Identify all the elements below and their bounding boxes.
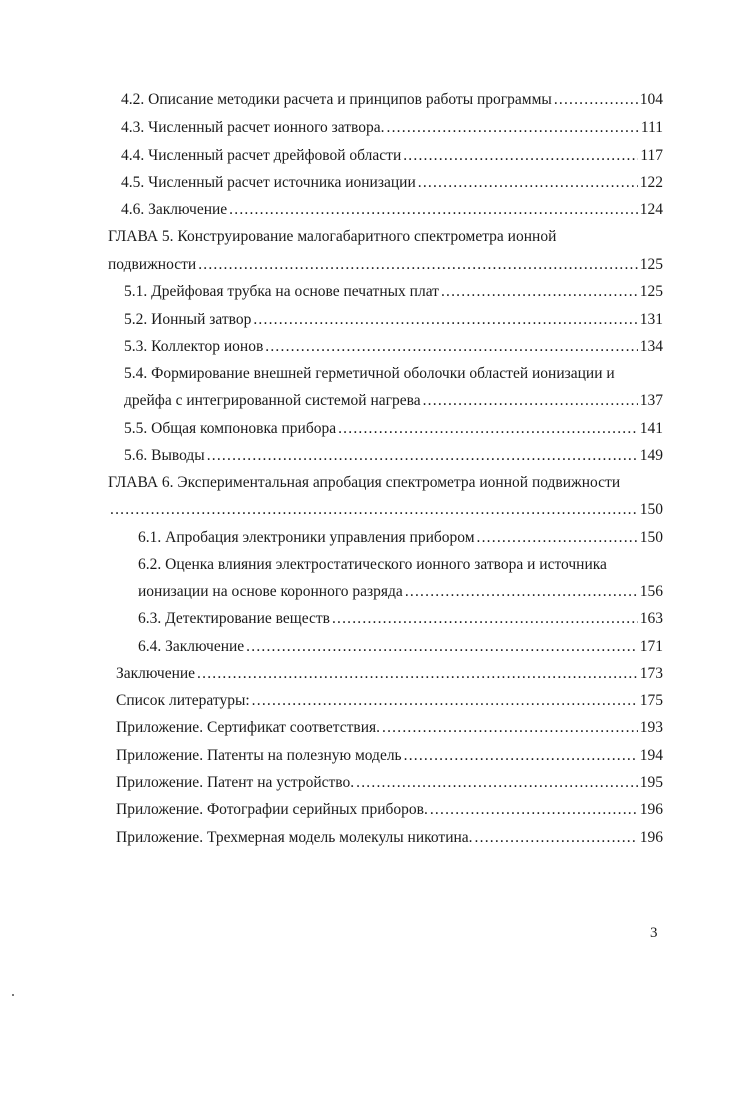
toc-entry-5-4-title (124, 364, 669, 384)
toc-page-number: 141 (639, 420, 663, 437)
toc-page-number: 196 (639, 801, 663, 818)
dot-leader (477, 528, 638, 548)
dot-leader (207, 446, 638, 466)
toc-entry-5-1 (124, 282, 663, 302)
toc-page-number: 195 (639, 774, 663, 791)
dot-leader (475, 828, 638, 848)
toc-entry-references (116, 691, 663, 711)
toc-page-number: 156 (639, 583, 663, 600)
toc-entry-4-6 (121, 200, 663, 220)
dot-leader (229, 200, 638, 220)
toc-entry-4-4 (121, 146, 663, 166)
toc-entry-title: Список литературы: (116, 692, 250, 709)
toc-page-number: 104 (639, 91, 663, 108)
toc-page-number: 196 (639, 829, 663, 846)
toc-page-number: 125 (639, 256, 663, 273)
dot-leader (197, 664, 638, 684)
toc-entry-title: Заключение (116, 665, 196, 682)
toc-entry-title: 6.1. Апробация электроники управления прибором (138, 529, 475, 546)
toc-entry-6-4 (138, 637, 663, 657)
dot-leader (252, 691, 638, 711)
toc-entry-5-5 (124, 419, 663, 439)
toc-chapter-title: ГЛАВА 6. Экспериментальная апробация спектрометра ионной подвижности (108, 474, 621, 491)
toc-entry-appendix-patent-device (116, 773, 663, 793)
dot-leader (387, 118, 639, 138)
toc-entry-chapter-5-title (108, 227, 668, 247)
toc-entry-conclusion (116, 664, 663, 684)
toc-entry-title: 6.4. Заключение (138, 638, 245, 655)
toc-page-number: 131 (639, 311, 663, 328)
toc-entry-appendix-photos (116, 800, 663, 820)
scan-speck (12, 994, 14, 996)
toc-entry-appendix-certificate (116, 718, 663, 738)
toc-page-number: 117 (640, 147, 663, 164)
toc-entry-5-2 (124, 310, 663, 330)
toc-entry-title: Приложение. Фотографии серийных приборов. (116, 801, 428, 818)
toc-entry-chapter-6-title (108, 473, 688, 493)
toc-chapter-title: ГЛАВА 5. Конструирование малогабаритного спектрометра ионной (108, 228, 557, 245)
toc-entry-title: 5.6. Выводы (124, 447, 205, 464)
toc-page-number: 149 (639, 447, 663, 464)
dot-leader (430, 800, 638, 820)
toc-page-number: 137 (639, 392, 663, 409)
toc-entry-6-2-title (138, 555, 668, 575)
toc-entry-chapter-5 (108, 255, 663, 275)
toc-entry-title: 4.2. Описание методики расчета и принципов работы программы (121, 91, 552, 108)
toc-page-number: 124 (639, 201, 663, 218)
toc-entry-title: 4.3. Численный расчет ионного затвора. (121, 119, 385, 136)
toc-page-number: 150 (639, 501, 663, 518)
toc-entry-title: 5.2. Ионный затвор (124, 311, 252, 328)
toc-entry-title: 6.3. Детектирование веществ (138, 610, 330, 627)
toc-entry-title: 6.2. Оценка влияния электростатического ионного затвора и источника (138, 556, 607, 573)
toc-entry-6-1 (138, 528, 663, 548)
toc-entry-4-2 (121, 90, 663, 110)
dot-leader (405, 582, 638, 602)
dot-leader (332, 609, 638, 629)
dot-leader (554, 90, 638, 110)
toc-entry-appendix-patents (116, 746, 663, 766)
dot-leader (404, 746, 638, 766)
toc-page-number: 125 (639, 283, 663, 300)
dot-leader (418, 173, 638, 193)
toc-entry-title: Приложение. Сертификат соответствия. (116, 719, 381, 736)
toc-entry-title: подвижности (108, 256, 197, 273)
toc-page-number: 122 (639, 174, 663, 191)
toc-entry-title: дрейфа с интегрированной системой нагрева (124, 392, 421, 409)
toc-entry-title: Приложение. Трехмерная модель молекулы никотина. (116, 829, 473, 846)
toc-entry-chapter-6 (108, 500, 663, 520)
dot-leader (441, 282, 638, 302)
toc-entry-title: 5.4. Формирование внешней герметичной оболочки областей ионизации и (124, 365, 615, 382)
toc-page-number: 193 (639, 719, 663, 736)
dot-leader (382, 718, 638, 738)
toc-entry-4-5 (121, 173, 663, 193)
page-number: 3 (650, 925, 658, 941)
dot-leader (246, 637, 638, 657)
toc-entry-title: ионизации на основе коронного разряда (138, 583, 403, 600)
toc-entry-6-2 (138, 582, 663, 602)
toc-entry-title: 4.5. Численный расчет источника ионизации (121, 174, 416, 191)
toc-page-number: 173 (639, 665, 663, 682)
toc-page-number: 194 (639, 747, 663, 764)
toc-page-number: 171 (639, 638, 663, 655)
toc-entry-title: 5.5. Общая компоновка прибора (124, 420, 337, 437)
dot-leader (265, 337, 637, 357)
toc-page-number: 134 (639, 338, 663, 355)
toc-entry-title: Приложение. Патент на устройство. (116, 774, 355, 791)
toc-entry-5-3 (124, 337, 663, 357)
toc-entry-title: 4.6. Заключение (121, 201, 228, 218)
toc-entry-appendix-model (116, 828, 663, 848)
toc-page-number: 163 (639, 610, 663, 627)
dot-leader (403, 146, 638, 166)
toc-entry-5-6 (124, 446, 663, 466)
toc-entry-title: 5.1. Дрейфовая трубка на основе печатных плат (124, 283, 439, 300)
toc-entry-4-3 (121, 118, 663, 138)
dot-leader (198, 255, 638, 275)
dot-leader (338, 419, 638, 439)
toc-entry-6-3 (138, 609, 663, 629)
toc-page-number: 111 (640, 119, 663, 136)
toc-page-number: 175 (639, 692, 663, 709)
toc-entry-title: 4.4. Численный расчет дрейфовой области (121, 147, 402, 164)
dot-leader (423, 391, 638, 411)
dot-leader (356, 773, 638, 793)
toc-entry-title: Приложение. Патенты на полезную модель (116, 747, 402, 764)
dot-leader (253, 310, 637, 330)
toc-entry-5-4 (124, 391, 663, 411)
toc-page-number: 150 (639, 529, 663, 546)
toc-entry-title: 5.3. Коллектор ионов (124, 338, 264, 355)
dot-leader (110, 500, 638, 520)
